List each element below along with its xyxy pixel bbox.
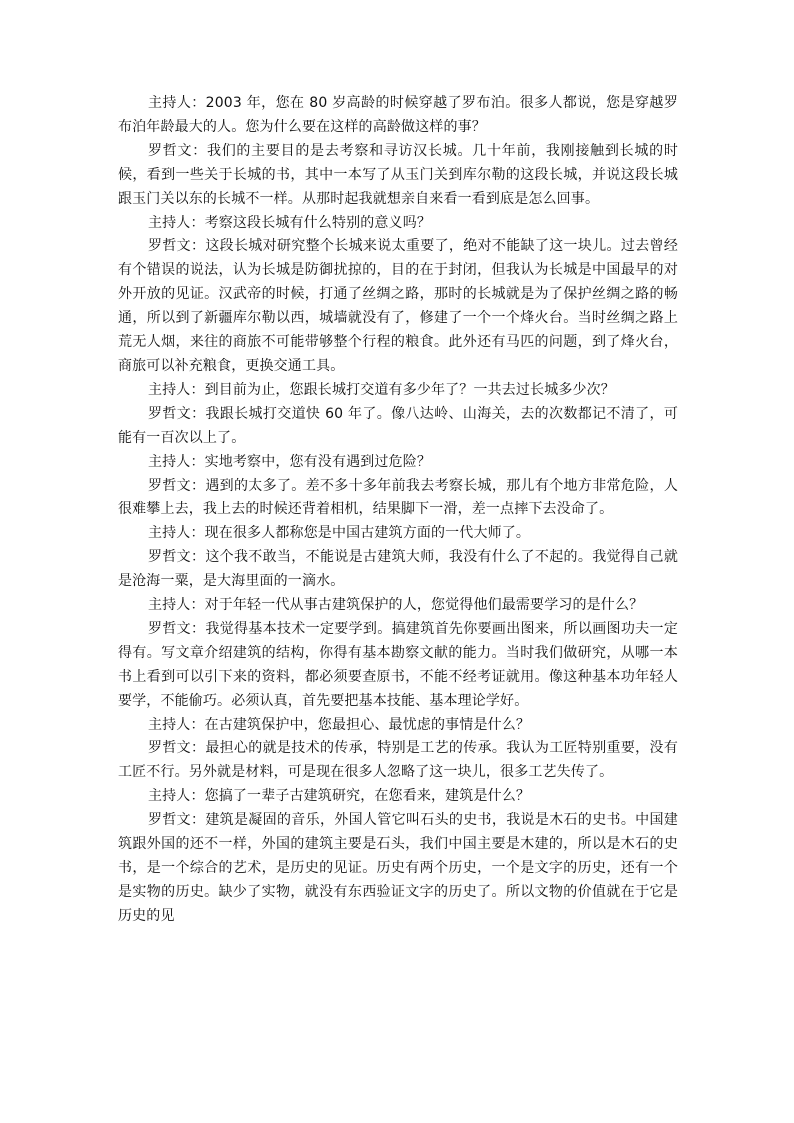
paragraph-answer-8: 罗哲文：建筑是凝固的音乐，外国人管它叫石头的史书，我说是木石的史书。中国建筑跟外国的还不一样，外国的建筑主要是石头，我们中国主要是木建的，所以是木石的史书，是一个综合的艺术，是历史的见证。历史有两个历史，一个是文字的历史，还有一个是实物的历史。缺少了实物，就没有东西验证文字的历史了。所以文物的价值就在于它是历史的见	[118, 812, 678, 924]
paragraph-answer-7: 罗哲文：最担心的就是技术的传承，特别是工艺的传承。我认为工匠特别重要，没有工匠不行。另外就是材料，可是现在很多人忽略了这一块儿，很多工艺失传了。	[118, 740, 678, 781]
paragraph-host-question-8: 主持人：您搞了一辈子古建筑研究，在您看来，建筑是什么？	[148, 788, 531, 805]
paragraph-host-question-4: 主持人：实地考察中，您有没有遇到过危险？	[148, 453, 431, 470]
paragraph-host-question-7: 主持人：在古建筑保护中，您最担心、最忧虑的事情是什么？	[148, 716, 531, 733]
paragraph-answer-5: 罗哲文：这个我不敢当，不能说是古建筑大师，我没有什么了不起的。我觉得自己就是沧海一粟，是大海里面的一滴水。	[118, 549, 678, 590]
paragraph-answer-3: 罗哲文：我跟长城打交道快 60 年了。像八达岭、山海关，去的次数都记不清了，可能有一百次以上了。	[118, 405, 678, 446]
interview-document	[118, 92, 678, 929]
paragraph-answer-4: 罗哲文：遇到的太多了。差不多十多年前我去考察长城，那儿有个地方非常危险，人很难攀上去，我上去的时候还背着相机，结果脚下一滑，差一点摔下去没命了。	[118, 477, 678, 518]
paragraph-answer-6: 罗哲文：我觉得基本技术一定要学到。搞建筑首先你要画出图来，所以画图功夫一定得有。写文章介绍建筑的结构，你得有基本勘察文献的能力。当时我们做研究，从哪一本书上看到可以引下来的资料，都必须要查原书，不能不经考证就用。像这种基本功年轻人要学，不能偷巧。必须认真，首先要把基本技能、基本理论学好。	[118, 620, 678, 709]
paragraph-host-question-1: 主持人：2003 年，您在 80 岁高龄的时候穿越了罗布泊。很多人都说，您是穿越罗布泊年龄最大的人。您为什么要在这样的高龄做这样的事？	[118, 95, 678, 135]
paragraph-answer-1: 罗哲文：我们的主要目的是去考察和寻访汉长城。几十年前，我刚接触到长城的时候，看到一些关于长城的书，其中一本写了从玉门关到库尔勒的这段长城，并说这段长城跟玉门关以东的长城不一样。从那时起我就想亲自来看一看到底是怎么回事。	[118, 142, 678, 207]
paragraph-host-question-6: 主持人：对于年轻一代从事古建筑保护的人，您觉得他们最需要学习的是什么？	[148, 597, 644, 614]
paragraph-host-question-2: 主持人：考察这段长城有什么特别的意义吗？	[148, 214, 431, 231]
paragraph-host-question-3: 主持人：到目前为止，您跟长城打交道有多少年了？一共去过长城多少次？	[148, 381, 615, 398]
paragraph-answer-2: 罗哲文：这段长城对研究整个长城来说太重要了，绝对不能缺了这一块儿。过去曾经有个错误的说法，认为长城是防御扰掠的，目的在于封闭，但我认为长城是中国最早的对外开放的见证。汉武帝的时候，打通了丝绸之路，那时的长城就是为了保护丝绸之路的畅通，所以到了新疆库尔勒以西，城墙就没有了，修建了一个一个烽火台。当时丝绸之路上荒无人烟，来往的商旅不可能带够整个行程的粮食。此外还有马匹的问题，到了烽火台，商旅可以补充粮食，更换交通工具。	[118, 238, 678, 374]
paragraph-host-question-5: 主持人：现在很多人都称您是中国古建筑方面的一代大师了。	[148, 525, 531, 542]
